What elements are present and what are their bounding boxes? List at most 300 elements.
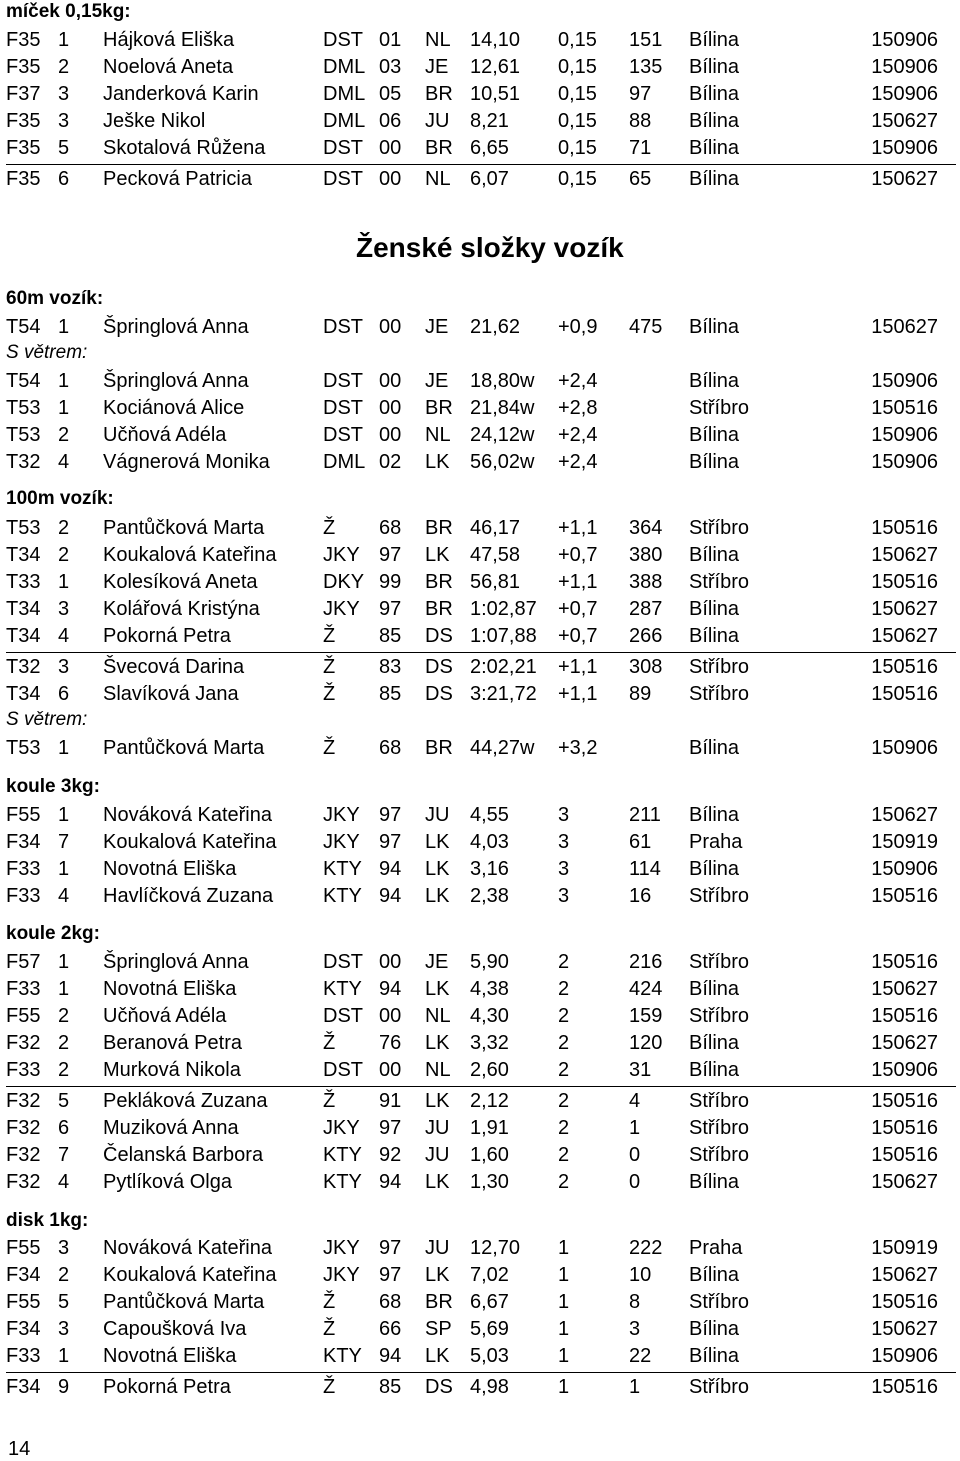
cell-team-code: BR [425, 1291, 453, 1313]
cell-club: DST [323, 370, 363, 392]
table-row [0, 167, 960, 191]
cell-year: 94 [379, 1171, 402, 1193]
cell-factor: +2,4 [558, 370, 598, 392]
cell-date: 150906 [871, 137, 938, 159]
cell-team-code: JE [425, 316, 449, 338]
cell-result: 44,27w [470, 737, 535, 759]
cell-club: KTY [323, 1144, 362, 1166]
cell-place: 2 [58, 1059, 70, 1081]
cell-result: 12,61 [470, 56, 521, 78]
table-row [0, 884, 960, 908]
cell-year: 94 [379, 978, 402, 1000]
cell-year: 05 [379, 83, 402, 105]
cell-factor: 3 [558, 804, 570, 826]
cell-class: F34 [6, 1264, 41, 1286]
cell-date: 150919 [871, 831, 938, 853]
cell-year: 02 [379, 451, 402, 473]
cell-year: 97 [379, 598, 402, 620]
cell-result: 6,67 [470, 1291, 509, 1313]
cell-venue: Bílina [689, 424, 740, 446]
cell-class: F55 [6, 1005, 41, 1027]
cell-team-code: JU [425, 804, 450, 826]
cell-year: 03 [379, 56, 402, 78]
cell-points: 159 [629, 1005, 663, 1027]
cell-club: DST [323, 316, 363, 338]
cell-class: F32 [6, 1171, 41, 1193]
cell-club: Ž [323, 737, 336, 759]
cell-points: 135 [629, 56, 663, 78]
cell-team-code: LK [425, 1264, 450, 1286]
cell-year: 00 [379, 316, 402, 338]
cell-club: JKY [323, 1264, 360, 1286]
cell-factor: +3,2 [558, 737, 598, 759]
cell-year: 00 [379, 137, 402, 159]
cell-result: 46,17 [470, 517, 521, 539]
cell-class: F35 [6, 168, 41, 190]
cell-factor: 1 [558, 1376, 570, 1398]
cell-result: 21,62 [470, 316, 521, 338]
cell-place: 1 [58, 804, 70, 826]
cell-result: 3,32 [470, 1032, 509, 1054]
cell-venue: Bílina [689, 110, 740, 132]
cell-place: 2 [58, 1264, 70, 1286]
table-row [0, 1236, 960, 1260]
table-row [0, 396, 960, 420]
cell-place: 1 [58, 316, 70, 338]
cell-factor: +1,1 [558, 517, 598, 539]
cell-class: F34 [6, 1318, 41, 1340]
cell-club: JKY [323, 804, 360, 826]
cell-factor: 3 [558, 885, 570, 907]
cell-class: F57 [6, 951, 41, 973]
cell-place: 1 [58, 737, 70, 759]
table-row [0, 830, 960, 854]
cell-date: 150516 [871, 1291, 938, 1313]
cell-class: T34 [6, 544, 41, 566]
cell-place: 3 [58, 110, 70, 132]
cell-class: T32 [6, 451, 41, 473]
cell-club: DML [323, 110, 366, 132]
cell-venue: Stříbro [689, 1376, 750, 1398]
cell-athlete-name: Novotná Eliška [103, 978, 237, 1000]
page-number: 14 [8, 1438, 31, 1460]
cell-club: Ž [323, 1032, 336, 1054]
cell-class: F32 [6, 1144, 41, 1166]
cell-athlete-name: Kolesíková Aneta [103, 571, 258, 593]
cell-place: 5 [58, 137, 70, 159]
cell-athlete-name: Koukalová Kateřina [103, 544, 277, 566]
cell-place: 1 [58, 951, 70, 973]
cell-class: F33 [6, 858, 41, 880]
cell-athlete-name: Pytlíková Olga [103, 1171, 232, 1193]
cell-club: JKY [323, 831, 360, 853]
cell-place: 4 [58, 1171, 70, 1193]
cell-class: F32 [6, 1032, 41, 1054]
table-row [0, 736, 960, 760]
cell-year: 97 [379, 831, 402, 853]
cell-club: JKY [323, 1117, 360, 1139]
section-heading: 60m vozík: [6, 288, 104, 309]
cell-year: 66 [379, 1318, 402, 1340]
table-row [0, 315, 960, 339]
cell-venue: Bílina [689, 29, 740, 51]
table-row [0, 109, 960, 133]
cell-team-code: BR [425, 517, 453, 539]
cell-class: F33 [6, 978, 41, 1000]
table-row [0, 857, 960, 881]
cell-venue: Bílina [689, 804, 740, 826]
cell-class: T54 [6, 316, 41, 338]
cell-athlete-name: Čelanská Barbora [103, 1144, 264, 1166]
cell-date: 150627 [871, 544, 938, 566]
cell-points: 424 [629, 978, 663, 1000]
cell-team-code: JU [425, 1237, 450, 1259]
cell-points: 266 [629, 625, 663, 647]
cell-place: 3 [58, 1318, 70, 1340]
cell-factor: 2 [558, 978, 570, 1000]
cell-points: 216 [629, 951, 663, 973]
cell-athlete-name: Vágnerová Monika [103, 451, 270, 473]
cell-date: 150906 [871, 56, 938, 78]
table-row [0, 1004, 960, 1028]
cell-date: 150906 [871, 370, 938, 392]
cell-class: T34 [6, 625, 41, 647]
cell-result: 1:07,88 [470, 625, 537, 647]
cell-factor: +1,1 [558, 683, 598, 705]
cell-place: 3 [58, 83, 70, 105]
cell-class: F35 [6, 110, 41, 132]
cell-result: 5,03 [470, 1345, 509, 1367]
table-row [0, 655, 960, 679]
cell-factor: +0,7 [558, 598, 598, 620]
cell-class: F55 [6, 1291, 41, 1313]
table-row [0, 516, 960, 540]
cell-factor: 2 [558, 1171, 570, 1193]
cell-athlete-name: Kociánová Alice [103, 397, 245, 419]
cell-result: 4,98 [470, 1376, 509, 1398]
cell-class: F32 [6, 1117, 41, 1139]
cell-team-code: NL [425, 168, 451, 190]
cell-team-code: LK [425, 1090, 450, 1112]
cell-class: F32 [6, 1090, 41, 1112]
cell-year: 68 [379, 1291, 402, 1313]
cell-class: T53 [6, 737, 41, 759]
cell-result: 8,21 [470, 110, 509, 132]
cell-team-code: DS [425, 683, 453, 705]
cell-team-code: BR [425, 598, 453, 620]
table-row [0, 369, 960, 393]
cell-result: 12,70 [470, 1237, 521, 1259]
cell-club: DST [323, 1005, 363, 1027]
cell-team-code: SP [425, 1318, 452, 1340]
cell-athlete-name: Capoušková Iva [103, 1318, 247, 1340]
cell-venue: Stříbro [689, 571, 750, 593]
cell-factor: 1 [558, 1237, 570, 1259]
cell-result: 2,12 [470, 1090, 509, 1112]
table-row [0, 543, 960, 567]
section-heading: koule 3kg: [6, 776, 100, 797]
cell-year: 85 [379, 625, 402, 647]
cell-result: 5,69 [470, 1318, 509, 1340]
cell-date: 150627 [871, 978, 938, 1000]
cell-factor: 0,15 [558, 110, 597, 132]
cell-points: 89 [629, 683, 652, 705]
cell-place: 6 [58, 1117, 70, 1139]
cell-place: 1 [58, 978, 70, 1000]
cell-date: 150627 [871, 110, 938, 132]
cell-club: KTY [323, 885, 362, 907]
cell-points: 0 [629, 1144, 641, 1166]
cell-year: 97 [379, 1264, 402, 1286]
cell-place: 2 [58, 544, 70, 566]
cell-venue: Bílina [689, 1345, 740, 1367]
table-row [0, 450, 960, 474]
cell-team-code: LK [425, 451, 450, 473]
cell-factor: 2 [558, 1117, 570, 1139]
cell-place: 2 [58, 517, 70, 539]
cell-factor: +1,1 [558, 656, 598, 678]
cell-team-code: DS [425, 625, 453, 647]
cell-venue: Bílina [689, 737, 740, 759]
cell-place: 1 [58, 370, 70, 392]
cell-venue: Bílina [689, 1032, 740, 1054]
cell-year: 00 [379, 168, 402, 190]
cell-place: 1 [58, 29, 70, 51]
cell-venue: Stříbro [689, 683, 750, 705]
cell-athlete-name: Havlíčková Zuzana [103, 885, 274, 907]
cell-year: 94 [379, 885, 402, 907]
cell-result: 6,65 [470, 137, 509, 159]
cell-points: 120 [629, 1032, 663, 1054]
table-row [0, 597, 960, 621]
cell-class: F37 [6, 83, 41, 105]
row-divider [6, 1086, 956, 1087]
table-row [0, 82, 960, 106]
cell-year: 01 [379, 29, 402, 51]
cell-points: 4 [629, 1090, 641, 1112]
cell-athlete-name: Novotná Eliška [103, 858, 237, 880]
cell-date: 150516 [871, 683, 938, 705]
cell-place: 1 [58, 1345, 70, 1367]
cell-year: 68 [379, 517, 402, 539]
cell-athlete-name: Pantůčková Marta [103, 517, 265, 539]
cell-class: F35 [6, 56, 41, 78]
cell-factor: 2 [558, 1090, 570, 1112]
cell-team-code: DS [425, 1376, 453, 1398]
cell-club: DST [323, 1059, 363, 1081]
cell-venue: Bílina [689, 544, 740, 566]
cell-date: 150906 [871, 83, 938, 105]
cell-result: 4,03 [470, 831, 509, 853]
row-divider [6, 164, 956, 165]
cell-club: JKY [323, 1237, 360, 1259]
cell-club: Ž [323, 1090, 336, 1112]
cell-date: 150906 [871, 1345, 938, 1367]
cell-team-code: JU [425, 110, 450, 132]
table-row [0, 423, 960, 447]
cell-points: 88 [629, 110, 652, 132]
cell-class: T53 [6, 424, 41, 446]
cell-venue: Stříbro [689, 397, 750, 419]
cell-club: Ž [323, 1318, 336, 1340]
cell-points: 8 [629, 1291, 641, 1313]
cell-factor: +0,7 [558, 625, 598, 647]
cell-athlete-name: Špringlová Anna [103, 316, 249, 338]
cell-points: 364 [629, 517, 663, 539]
cell-place: 1 [58, 397, 70, 419]
cell-date: 150627 [871, 1264, 938, 1286]
cell-class: F33 [6, 1345, 41, 1367]
table-row [0, 1170, 960, 1194]
section-heading: 100m vozík: [6, 488, 114, 509]
cell-year: 00 [379, 424, 402, 446]
cell-place: 2 [58, 1032, 70, 1054]
cell-athlete-name: Muziková Anna [103, 1117, 239, 1139]
cell-athlete-name: Kolářová Kristýna [103, 598, 260, 620]
cell-date: 150627 [871, 598, 938, 620]
cell-class: F55 [6, 804, 41, 826]
cell-date: 150919 [871, 1237, 938, 1259]
cell-date: 150627 [871, 316, 938, 338]
table-row [0, 1290, 960, 1314]
cell-club: DST [323, 29, 363, 51]
cell-team-code: LK [425, 858, 450, 880]
cell-result: 3:21,72 [470, 683, 537, 705]
cell-athlete-name: Pantůčková Marta [103, 737, 265, 759]
cell-class: F35 [6, 137, 41, 159]
cell-venue: Praha [689, 1237, 743, 1259]
cell-athlete-name: Slavíková Jana [103, 683, 239, 705]
cell-result: 7,02 [470, 1264, 509, 1286]
cell-factor: 0,15 [558, 83, 597, 105]
cell-venue: Bílina [689, 1318, 740, 1340]
cell-venue: Bílina [689, 370, 740, 392]
cell-factor: 1 [558, 1264, 570, 1286]
section-heading: disk 1kg: [6, 1210, 89, 1231]
cell-points: 97 [629, 83, 652, 105]
cell-factor: +2,4 [558, 424, 598, 446]
cell-team-code: JU [425, 1144, 450, 1166]
cell-points: 211 [629, 804, 661, 826]
table-row [0, 1058, 960, 1082]
cell-athlete-name: Špringlová Anna [103, 951, 249, 973]
row-divider [6, 1372, 956, 1373]
cell-venue: Bílina [689, 316, 740, 338]
section-title: Ženské složky vozík [356, 232, 624, 263]
cell-class: T32 [6, 656, 41, 678]
cell-year: 68 [379, 737, 402, 759]
cell-points: 65 [629, 168, 652, 190]
cell-venue: Bílina [689, 83, 740, 105]
cell-class: F35 [6, 29, 41, 51]
cell-date: 150516 [871, 951, 938, 973]
table-row [0, 1317, 960, 1341]
cell-venue: Stříbro [689, 517, 750, 539]
cell-athlete-name: Učňová Adéla [103, 1005, 227, 1027]
cell-factor: +2,4 [558, 451, 598, 473]
cell-factor: 1 [558, 1345, 570, 1367]
cell-result: 14,10 [470, 29, 521, 51]
cell-result: 4,38 [470, 978, 509, 1000]
cell-points: 10 [629, 1264, 652, 1286]
cell-venue: Bílina [689, 598, 740, 620]
cell-place: 5 [58, 1090, 70, 1112]
cell-athlete-name: Noelová Aneta [103, 56, 234, 78]
cell-date: 150906 [871, 858, 938, 880]
cell-year: 91 [379, 1090, 402, 1112]
section-heading: koule 2kg: [6, 923, 100, 944]
cell-points: 71 [629, 137, 652, 159]
cell-factor: 1 [558, 1291, 570, 1313]
cell-venue: Bílina [689, 978, 740, 1000]
cell-club: DKY [323, 571, 365, 593]
cell-points: 475 [629, 316, 663, 338]
cell-venue: Stříbro [689, 951, 750, 973]
cell-place: 1 [58, 571, 70, 593]
cell-date: 150627 [871, 1171, 938, 1193]
cell-year: 76 [379, 1032, 402, 1054]
cell-club: KTY [323, 858, 362, 880]
cell-points: 151 [629, 29, 663, 51]
cell-date: 150516 [871, 885, 938, 907]
table-row [0, 1344, 960, 1368]
cell-place: 4 [58, 451, 70, 473]
cell-result: 56,81 [470, 571, 521, 593]
cell-venue: Stříbro [689, 1291, 750, 1313]
cell-points: 287 [629, 598, 663, 620]
cell-date: 150627 [871, 1318, 938, 1340]
cell-class: T54 [6, 370, 41, 392]
cell-year: 06 [379, 110, 402, 132]
cell-class: T33 [6, 571, 41, 593]
cell-year: 85 [379, 683, 402, 705]
cell-year: 00 [379, 1005, 402, 1027]
cell-venue: Stříbro [689, 1005, 750, 1027]
cell-result: 24,12w [470, 424, 535, 446]
cell-club: DML [323, 56, 366, 78]
table-row [0, 1116, 960, 1140]
cell-year: 92 [379, 1144, 402, 1166]
cell-factor: 0,15 [558, 168, 597, 190]
cell-result: 6,07 [470, 168, 509, 190]
cell-venue: Stříbro [689, 1090, 750, 1112]
cell-venue: Bílina [689, 56, 740, 78]
wind-note: S větrem: [6, 342, 88, 363]
cell-date: 150906 [871, 424, 938, 446]
cell-year: 97 [379, 1117, 402, 1139]
cell-class: T34 [6, 598, 41, 620]
cell-athlete-name: Nováková Kateřina [103, 804, 272, 826]
cell-points: 114 [629, 858, 661, 880]
cell-venue: Bílina [689, 168, 740, 190]
cell-result: 1,60 [470, 1144, 509, 1166]
cell-club: DST [323, 168, 363, 190]
cell-athlete-name: Špringlová Anna [103, 370, 249, 392]
cell-team-code: BR [425, 83, 453, 105]
cell-result: 47,58 [470, 544, 521, 566]
cell-club: Ž [323, 517, 336, 539]
cell-result: 1,91 [470, 1117, 509, 1139]
cell-result: 56,02w [470, 451, 535, 473]
cell-class: F33 [6, 885, 41, 907]
cell-venue: Bílina [689, 858, 740, 880]
cell-team-code: JE [425, 370, 449, 392]
cell-team-code: NL [425, 424, 451, 446]
cell-athlete-name: Pecková Patricia [103, 168, 252, 190]
cell-year: 97 [379, 544, 402, 566]
cell-team-code: LK [425, 1171, 450, 1193]
cell-class: F55 [6, 1237, 41, 1259]
